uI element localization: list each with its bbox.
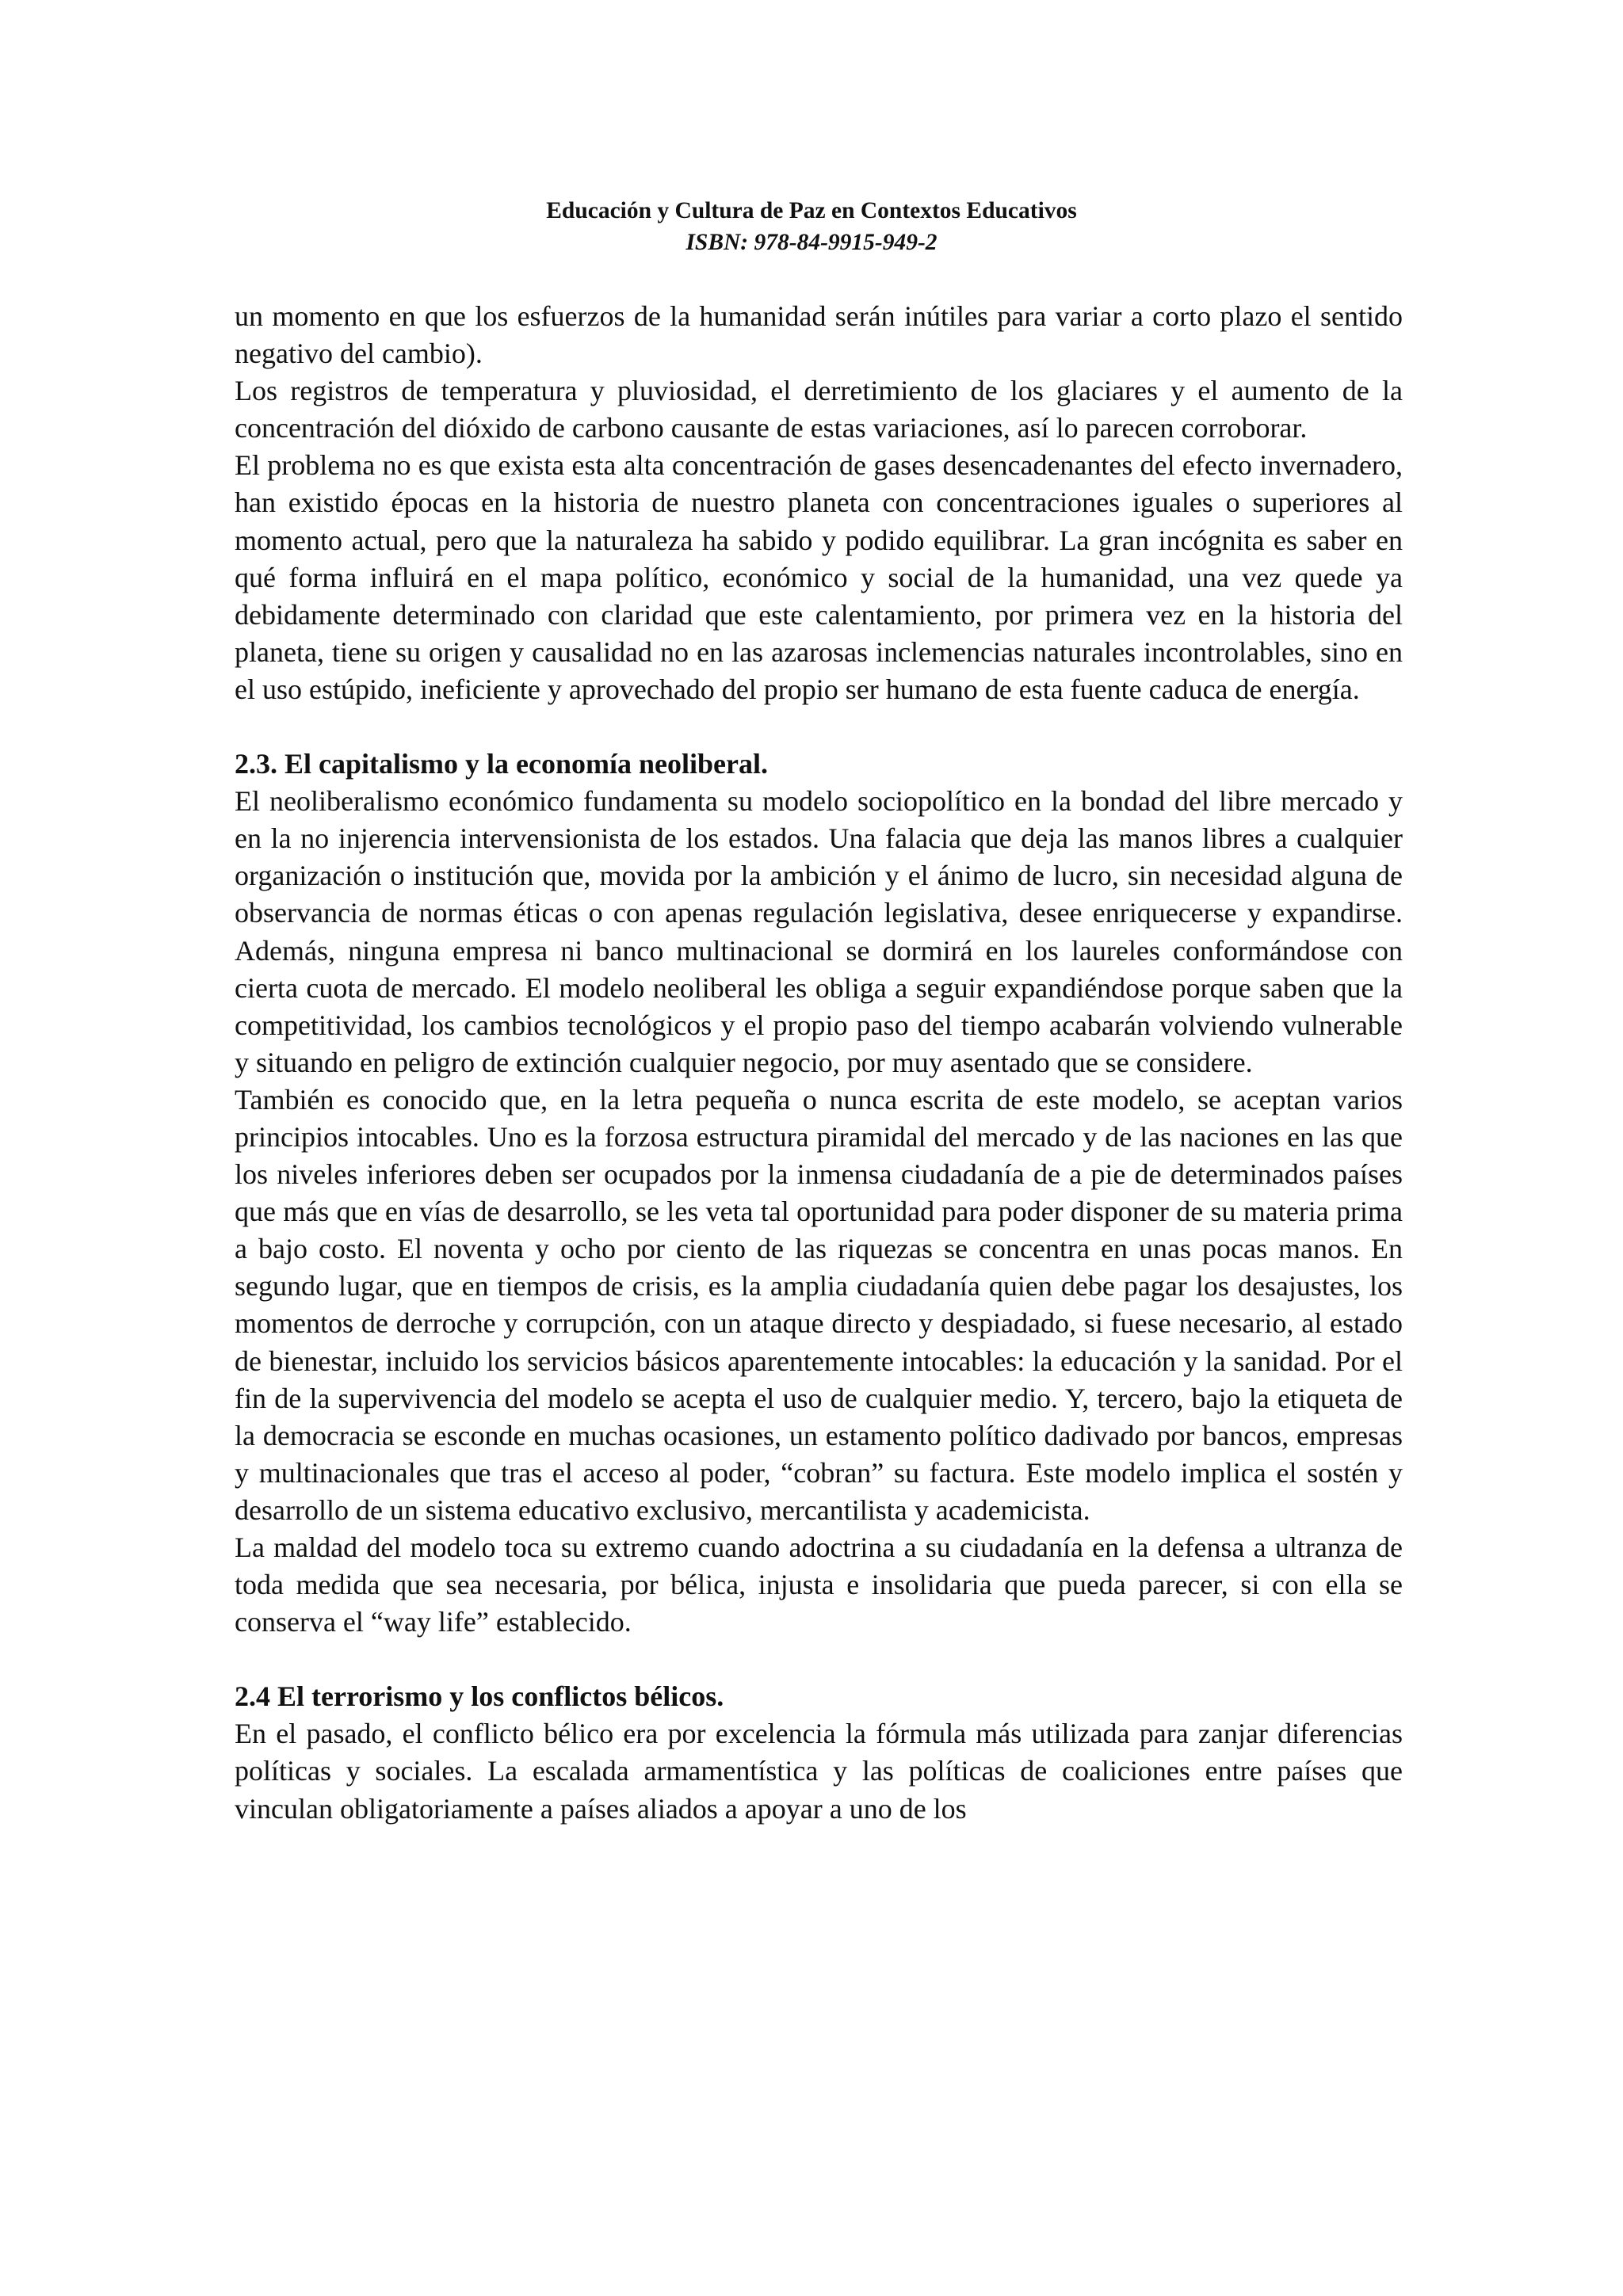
paragraph: En el pasado, el conflicto bélico era por excelencia la fórmula más utilizada para zanjar diferencias políticas y sociales. La escalada armamentística y las políticas de coaliciones entre países que vinculan obligatoriamente a países aliados a apoyar a uno de los: [235, 1718, 1403, 1825]
body-text: [235, 298, 1403, 1828]
isbn-line: ISBN: 978-84-9915-949-2: [685, 230, 938, 255]
document-title: Educación y Cultura de Paz en Contextos Educativos: [546, 198, 1077, 223]
paragraph: También es conocido que, en la letra pequeña o nunca escrita de este modelo, se aceptan varios principios intocables. Uno es la forzosa estructura piramidal del mercado y de las naciones en las que los niveles inferiores deben ser ocupados por la inmensa ciudadanía de a pie de determinados países que más que en vías de desarrollo, se les veta tal oportunidad para poder disponer de su materia prima a bajo costo. El noventa y ocho por ciento de las riquezas se concentra en unas pocas manos. En segundo lugar, que en tiempos de crisis, es la amplia ciudadanía quien debe pagar los desajustes, los momentos de derroche y corrupción, con un ataque directo y despiadado, si fuese necesario, al estado de bienestar, incluido los servicios básicos aparentemente intocables: la educación y la sanidad. Por el fin de la supervivencia del modelo se acepta el uso de cualquier medio. Y, tercero, bajo la etiqueta de la democracia se esconde en muchas ocasiones, un estamento político dadivado por bancos, empresas y multinacionales que tras el acceso al poder, “cobran” su factura. Este modelo implica el sostén y desarrollo de un sistema educativo exclusivo, mercantilista y academicista.: [235, 1083, 1403, 1526]
paragraph: El neoliberalismo económico fundamenta su modelo sociopolítico en la bondad del libre mercado y en la no injerencia intervensionista de los estados. Una falacia que deja las manos libres a cualquier organización o institución que, movida por la ambición y el ánimo de lucro, sin necesidad alguna de observancia de normas éticas o con apenas regulación legislativa, desee enriquecerse y expandirse. Además, ninguna empresa ni banco multinacional se dormirá en los laureles conformándose con cierta cuota de mercado. El modelo neoliberal les obliga a seguir expandiéndose porque saben que la competitividad, los cambios tecnológicos y el propio paso del tiempo acabarán volviendo vulnerable y situando en peligro de extinción cualquier negocio, por muy asentado que se considere.: [235, 785, 1403, 1078]
paragraph: El problema no es que exista esta alta concentración de gases desencadenantes del efecto invernadero, han existido épocas en la historia de nuestro planeta con concentraciones iguales o superiores al momento actual, pero que la naturaleza ha sabido y podido equilibrar. La gran incógnita es saber en qué forma influirá en el mapa político, económico y social de la humanidad, una vez quede ya debidamente determinado con claridad que este calentamiento, por primera vez en la historia del planeta, tiene su origen y causalidad no en las azarosas inclemencias naturales incontrolables, sino en el uso estúpido, ineficiente y aprovechado del propio ser humano de esta fuente caduca de energía.: [235, 449, 1403, 705]
paragraph: La maldad del modelo toca su extremo cuando adoctrina a su ciudadanía en la defensa a ultranza de toda medida que sea necesaria, por bélica, injusta e insolidaria que pueda parecer, si con ella se conserva el “way life” establecido.: [235, 1531, 1403, 1638]
section-heading-2-4: 2.4 El terrorismo y los conflictos bélicos.: [235, 1680, 724, 1713]
page-header: [0, 195, 1623, 258]
section-heading-2-3: 2.3. El capitalismo y la economía neoliberal.: [235, 748, 768, 780]
paragraph: un momento en que los esfuerzos de la humanidad serán inútiles para variar a corto plazo el sentido negativo del cambio).: [235, 300, 1403, 370]
paragraph: Los registros de temperatura y pluviosidad, el derretimiento de los glaciares y el aumento de la concentración del dióxido de carbono causante de estas variaciones, así lo parecen corroborar.: [235, 375, 1403, 444]
